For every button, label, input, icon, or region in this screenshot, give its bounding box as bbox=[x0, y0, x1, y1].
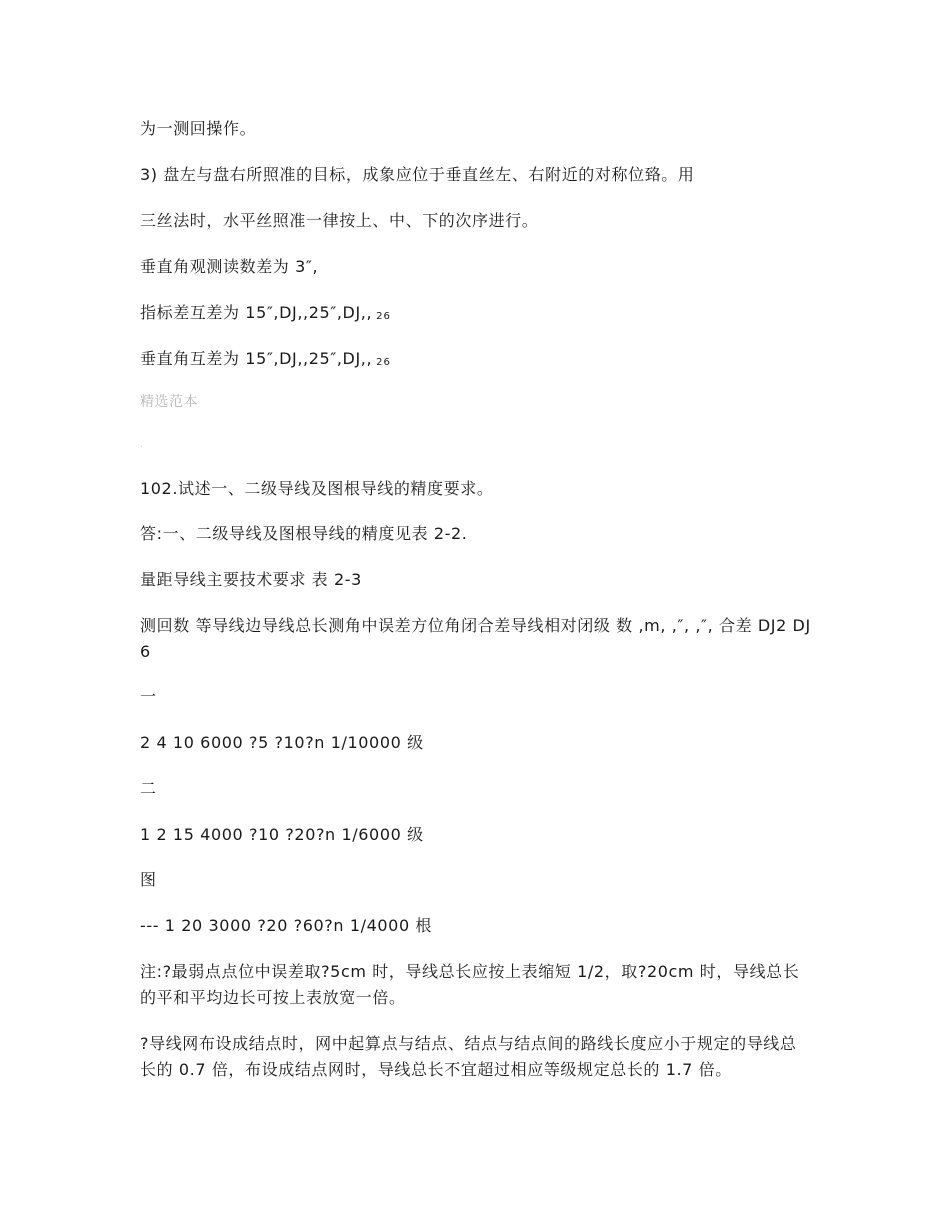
note-1: 注:?最弱点点位中误差取?5cm 时，导线总长应按上表缩短 1/2，取?20cm 时，导线总长的平和平均边长可按上表放宽一倍。 bbox=[140, 962, 800, 1007]
separator-dot: . bbox=[140, 440, 143, 450]
paragraph-6-text: 垂直角互差为 15″,DJ,,25″,DJ,, bbox=[140, 349, 373, 368]
watermark-text: 精选范本 bbox=[140, 394, 198, 410]
paragraph-5 bbox=[140, 300, 812, 330]
answer-text: 答:一、二级导线及图根导线的精度见表 2-2. bbox=[140, 524, 468, 543]
table-row-label: 一 bbox=[140, 687, 157, 706]
paragraph-1: 为一测回操作。 bbox=[140, 119, 257, 138]
note-2: ?导线网布设成结点时，网中起算点与结点、结点与结点间的路线长度应小于规定的导线总长的 0.7 倍，布设成结点网时，导线总长不宜超过相应等级规定总长的 1.7 倍。 bbox=[140, 1034, 797, 1079]
subscript-26: 26 bbox=[376, 311, 391, 322]
table-row-values: --- 1 20 3000 ?20 ?60?n 1/4000 根 bbox=[140, 916, 433, 935]
table-row-values: 1 2 15 4000 ?10 ?20?n 1/6000 级 bbox=[140, 825, 424, 844]
paragraph-3: 三丝法时，水平丝照准一律按上、中、下的次序进行。 bbox=[140, 211, 539, 230]
table-row-values: 2 4 10 6000 ?5 ?10?n 1/10000 级 bbox=[140, 733, 424, 752]
paragraph-5-text: 指标差互差为 15″,DJ,,25″,DJ,, bbox=[140, 303, 373, 322]
paragraph-2: 3) 盘左与盘右所照准的目标，成象应位于垂直丝左、右附近的对称位臵。用 bbox=[140, 165, 695, 184]
paragraph-6 bbox=[140, 346, 812, 376]
table-caption: 量距导线主要技术要求 表 2-3 bbox=[140, 570, 362, 589]
paragraph-4: 垂直角观测读数差为 3″, bbox=[140, 257, 319, 276]
question-heading: 102.试述一、二级导线及图根导线的精度要求。 bbox=[140, 479, 494, 498]
subscript-26: 26 bbox=[376, 357, 391, 368]
table-row-label: 二 bbox=[140, 779, 157, 798]
table-row-label: 图 bbox=[140, 870, 157, 889]
table-header: 测回数 等导线边导线总长测角中误差方位角闭合差导线相对闭级 数 ,m, ,″, ,″, 合差 DJ2 DJ6 bbox=[140, 616, 811, 661]
